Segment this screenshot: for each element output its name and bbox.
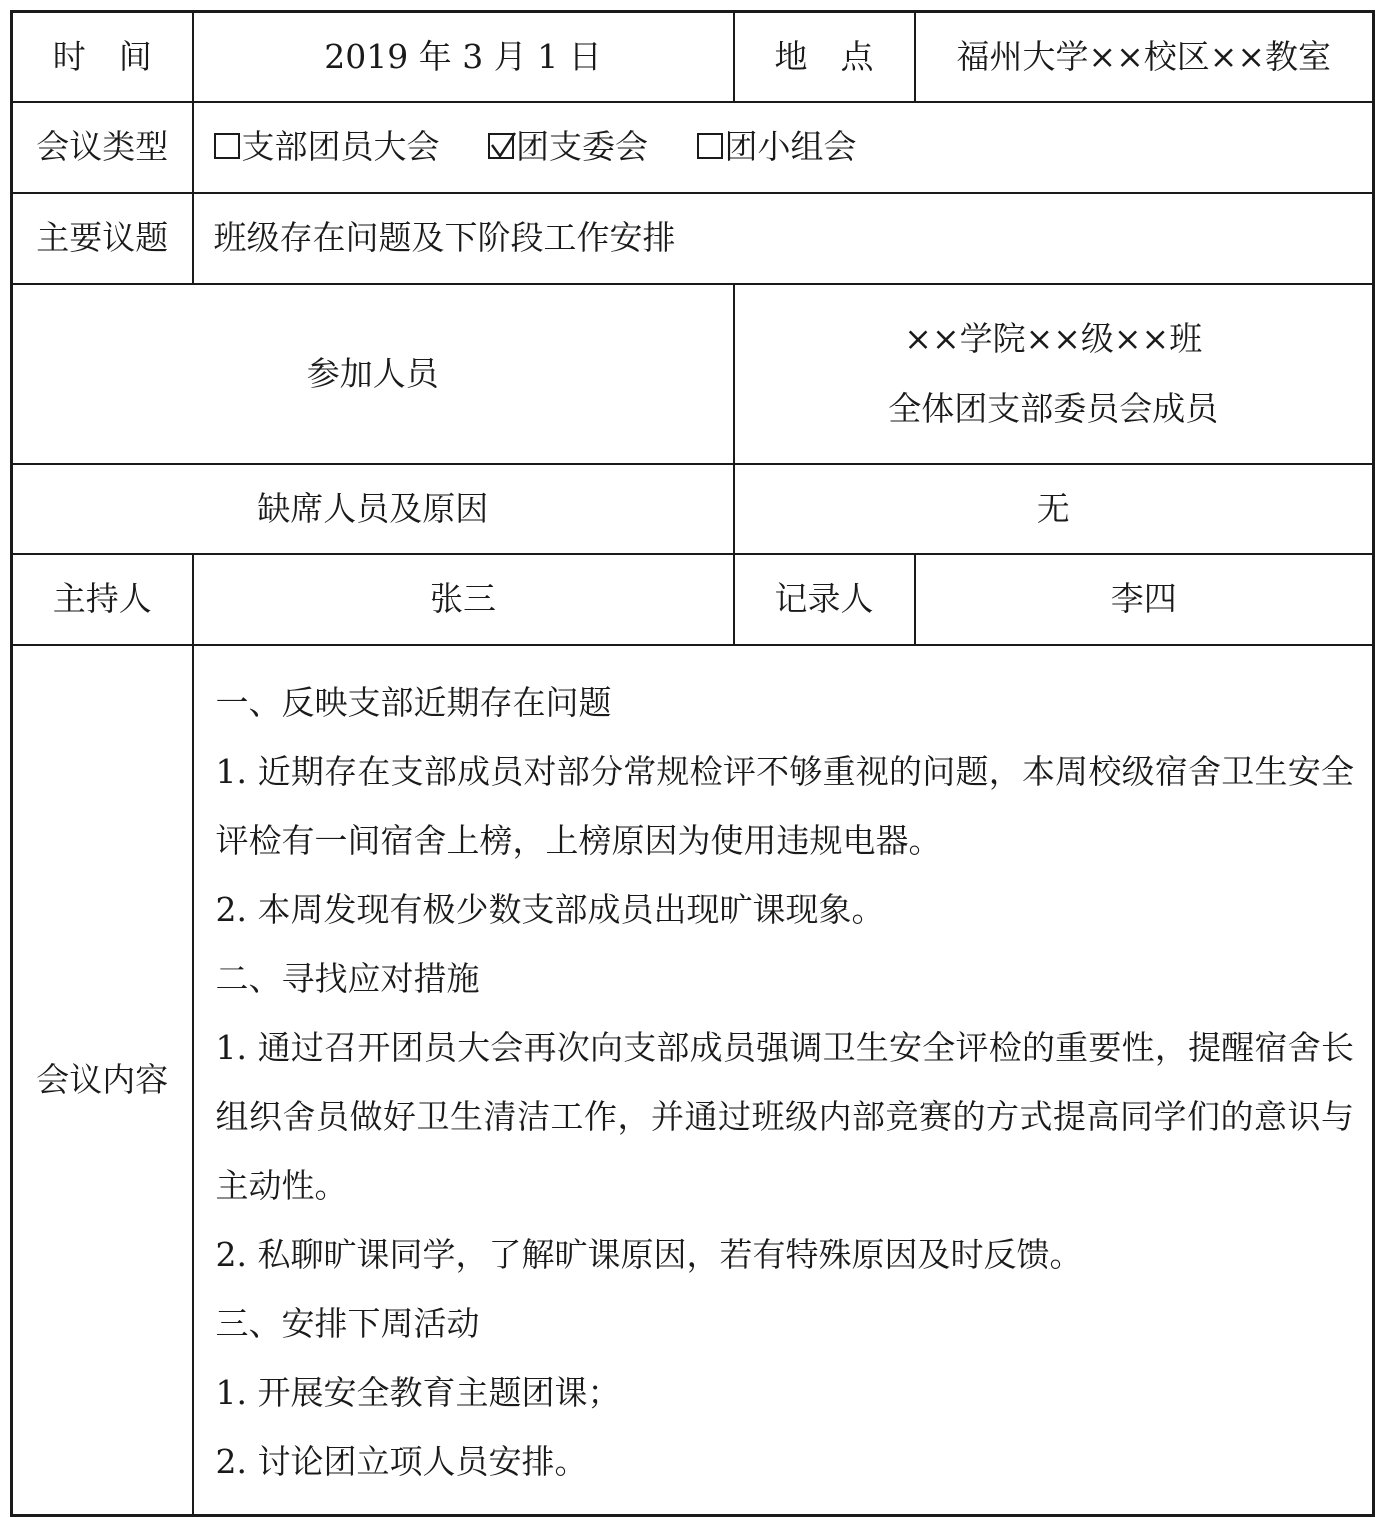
attendees-label: 参加人员 xyxy=(12,284,734,464)
row-attendees xyxy=(12,284,1374,464)
meeting-type-option-label: 团小组会 xyxy=(724,127,857,167)
meeting-type-option[interactable] xyxy=(488,127,648,167)
content-item: 2. 私聊旷课同学，了解旷课原因，若有特殊原因及时反馈。 xyxy=(215,1234,1083,1274)
content-item: 2. 讨论团立项人员安排。 xyxy=(215,1441,588,1481)
absentees-value: 无 xyxy=(734,464,1374,554)
host-value: 张三 xyxy=(193,554,734,645)
time-label: 时 间 xyxy=(12,12,193,102)
checkmark-icon xyxy=(488,131,518,161)
meeting-type-label: 会议类型 xyxy=(12,102,193,193)
meeting-type-option-label: 支部团员大会 xyxy=(241,127,440,167)
row-host-recorder xyxy=(12,554,1374,645)
recorder-value: 李四 xyxy=(915,554,1374,645)
topic-value: 班级存在问题及下阶段工作安排 xyxy=(193,193,1374,284)
meeting-type-option[interactable] xyxy=(697,127,857,167)
meeting-type-option-label: 团支委会 xyxy=(516,127,648,167)
row-absentees xyxy=(12,464,1374,554)
checked-box-icon[interactable] xyxy=(488,133,514,159)
content-label: 会议内容 xyxy=(12,645,193,1516)
content-item: 2. 本周发现有极少数支部成员出现旷课现象。 xyxy=(215,889,885,929)
row-time-place xyxy=(12,12,1374,102)
meeting-minutes-table xyxy=(10,10,1375,1517)
row-topic xyxy=(12,193,1374,284)
row-content xyxy=(12,645,1374,1516)
time-value: 2019 年 3 月 1 日 xyxy=(193,12,734,102)
content-heading: 三、安排下周活动 xyxy=(215,1303,480,1343)
row-meeting-type xyxy=(12,102,1374,193)
recorder-label: 记录人 xyxy=(734,554,915,645)
content-item: 1. 开展安全教育主题团课； xyxy=(215,1372,621,1412)
meeting-type-option[interactable] xyxy=(214,127,440,167)
content-item: 1. 近期存在支部成员对部分常规检评不够重视的问题，本周校级宿舍卫生安全评检有一间宿舍上榜，上榜原因为使用违规电器。 xyxy=(215,751,1354,860)
attendees-line-2: 全体团支部委员会成员 xyxy=(888,388,1219,428)
topic-label: 主要议题 xyxy=(12,193,193,284)
content-body xyxy=(193,645,1374,1516)
content-heading: 一、反映支部近期存在问题 xyxy=(215,682,612,722)
meeting-type-options xyxy=(193,102,1374,193)
place-value: 福州大学××校区××教室 xyxy=(915,12,1374,102)
attendees-line-1: ××学院××级××班 xyxy=(904,318,1203,358)
attendees-value xyxy=(734,284,1374,464)
host-label: 主持人 xyxy=(12,554,193,645)
content-item: 1. 通过召开团员大会再次向支部成员强调卫生安全评检的重要性，提醒宿舍长组织舍员做好卫生清洁工作，并通过班级内部竞赛的方式提高同学们的意识与主动性。 xyxy=(215,1027,1354,1205)
place-label: 地 点 xyxy=(734,12,915,102)
absentees-label: 缺席人员及原因 xyxy=(12,464,734,554)
content-heading: 二、寻找应对措施 xyxy=(215,958,480,998)
unchecked-box-icon[interactable] xyxy=(214,133,240,159)
unchecked-box-icon[interactable] xyxy=(697,133,723,159)
